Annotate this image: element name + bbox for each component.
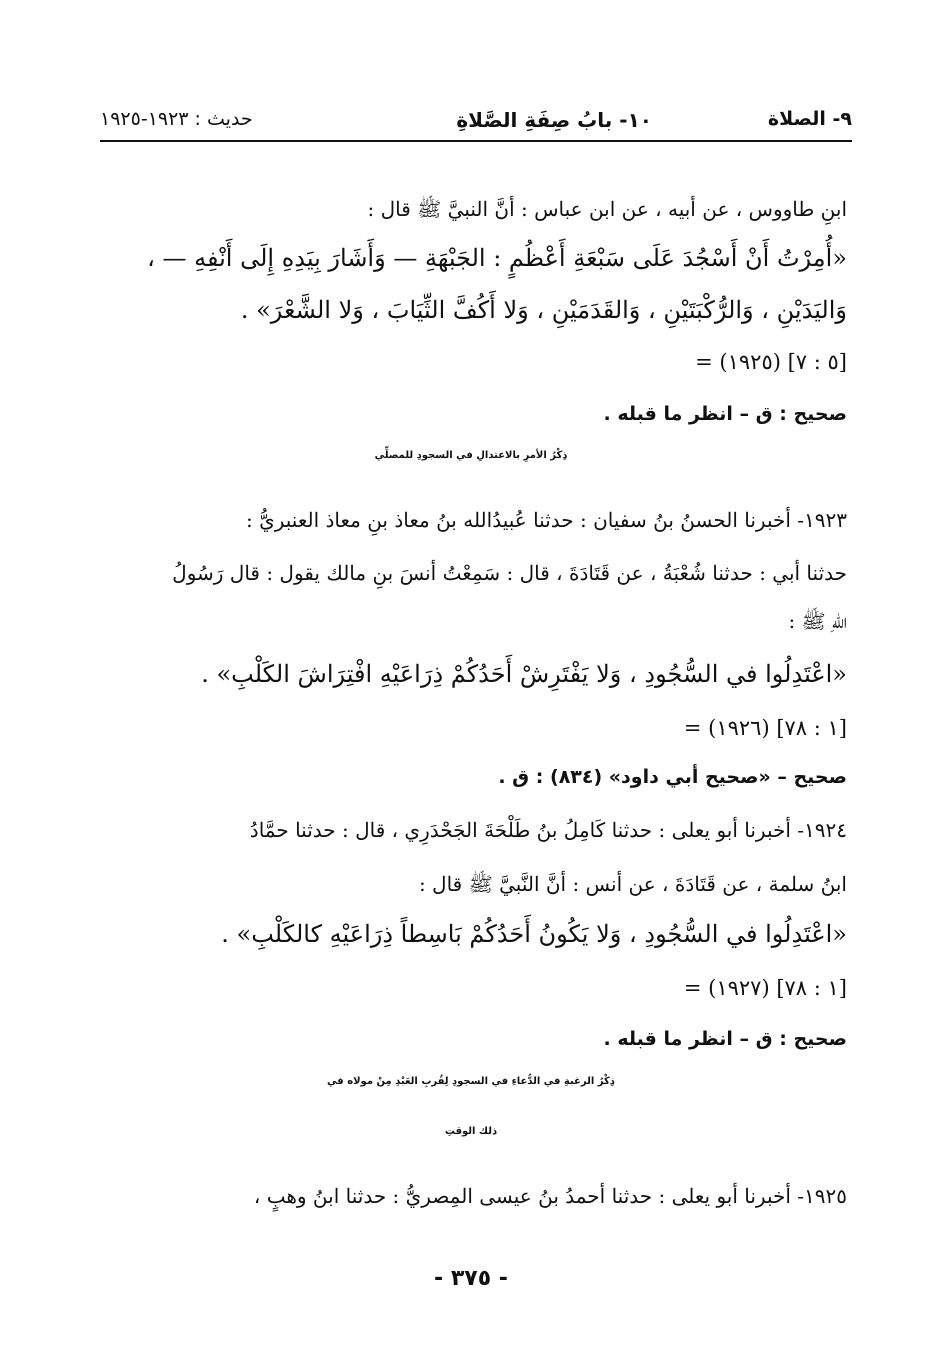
grading-note: صحيح – «صحيح أبي داود» (٨٣٤) : ق . <box>498 766 847 788</box>
grading-note: صحيح : ق – انظر ما قبله . <box>603 1028 847 1050</box>
running-header <box>100 108 852 142</box>
chapter-heading: ذِكْرُ الرغبةِ في الدُّعاءِ في السجودِ لِقُربِ العَبْدِ مِنْ مولاه في <box>327 1076 615 1087</box>
narration-line: ١٩٢٣- أخبرنا الحسنُ بنُ سفيان : حدثنا عُبيدُالله بنُ معاذ بنِ معاذ العنبريُّ : <box>245 508 847 532</box>
cross-reference: = (١٩٢٦) [١ : ٧٨] <box>683 716 847 740</box>
hadith-text-line: «أُمِرْتُ أَنْ أَسْجُدَ عَلَى سَبْعَةِ أَعْظُمٍ : الجَبْهَةِ — وَأَشَارَ بِيَدِهِ إِلَى أَنْفِهِ — ، <box>147 244 847 272</box>
hadith-text-line: «اعْتَدِلُوا في السُّجُودِ ، وَلا يَكُونُ أَحَدُكُمْ بَاسِطاً ذِرَاعَيْهِ كالكَلْبِ» . <box>221 920 847 948</box>
cross-reference: = (١٩٢٧) [١ : ٧٨] <box>683 976 847 1000</box>
narration-line: ابنُ سلمة ، عن قَتَادَةَ ، عن أنس : أنَّ النَّبيَّ ﷺ قال : <box>418 872 847 896</box>
narration-line: اللهِ ﷺ : <box>788 609 847 633</box>
narration-line: ١٩٢٥- أخبرنا أبو يعلى : حدثنا أحمدُ بنُ عيسى المِصريُّ : حدثنا ابنُ وهبٍ ، <box>253 1184 847 1208</box>
narration-line: ١٩٢٤- أخبرنا أبو يعلى : حدثنا كَامِلُ بنُ طَلْحَةَ الجَحْدَرِي ، قال : حدثنا حمَّادُ <box>249 818 847 842</box>
chapter-heading: ذِكْرُ الأمرِ بالاعتدالِ في السجودِ للمصلِّي <box>374 450 568 461</box>
narration-line: ابنِ طاووس ، عن أبيه ، عن ابن عباس : أنَّ النبيَّ ﷺ قال : <box>367 197 847 221</box>
cross-reference: = (١٩٢٥) [٥ : ٧] <box>695 350 847 374</box>
section-title: ١٠- بابُ صِفَةِ الصَّلاةِ <box>456 108 652 132</box>
grading-note: صحيح : ق – انظر ما قبله . <box>603 403 847 425</box>
hadith-text-line: «اعْتَدِلُوا في السُّجُودِ ، وَلا يَفْتَرِشْ أَحَدُكُمْ ذِرَاعَيْهِ افْتِرَاشَ الكَلْبِ» . <box>201 660 847 688</box>
chapter-title: ٩- الصلاة <box>767 108 852 130</box>
hadith-text-line: وَاليَدَيْنِ ، وَالرُّكْبَتَيْنِ ، وَالقَدَمَيْنِ ، وَلا أَكُفَّ الثِّيَابَ ، وَلا الشَّعْرَ» . <box>240 296 847 324</box>
hadith-range: حديث : ١٩٢٣-١٩٢٥ <box>100 108 253 130</box>
chapter-heading-continued: ذلك الوقتِ <box>444 1126 498 1137</box>
narration-line: حدثنا أبي : حدثنا شُعْبَةُ ، عن قَتَادَةَ ، قال : سَمِعْتُ أنسَ بنِ مالك يقول : قال رَسُولُ <box>172 561 847 585</box>
page-number: - ٣٧٥ - <box>434 1266 508 1291</box>
